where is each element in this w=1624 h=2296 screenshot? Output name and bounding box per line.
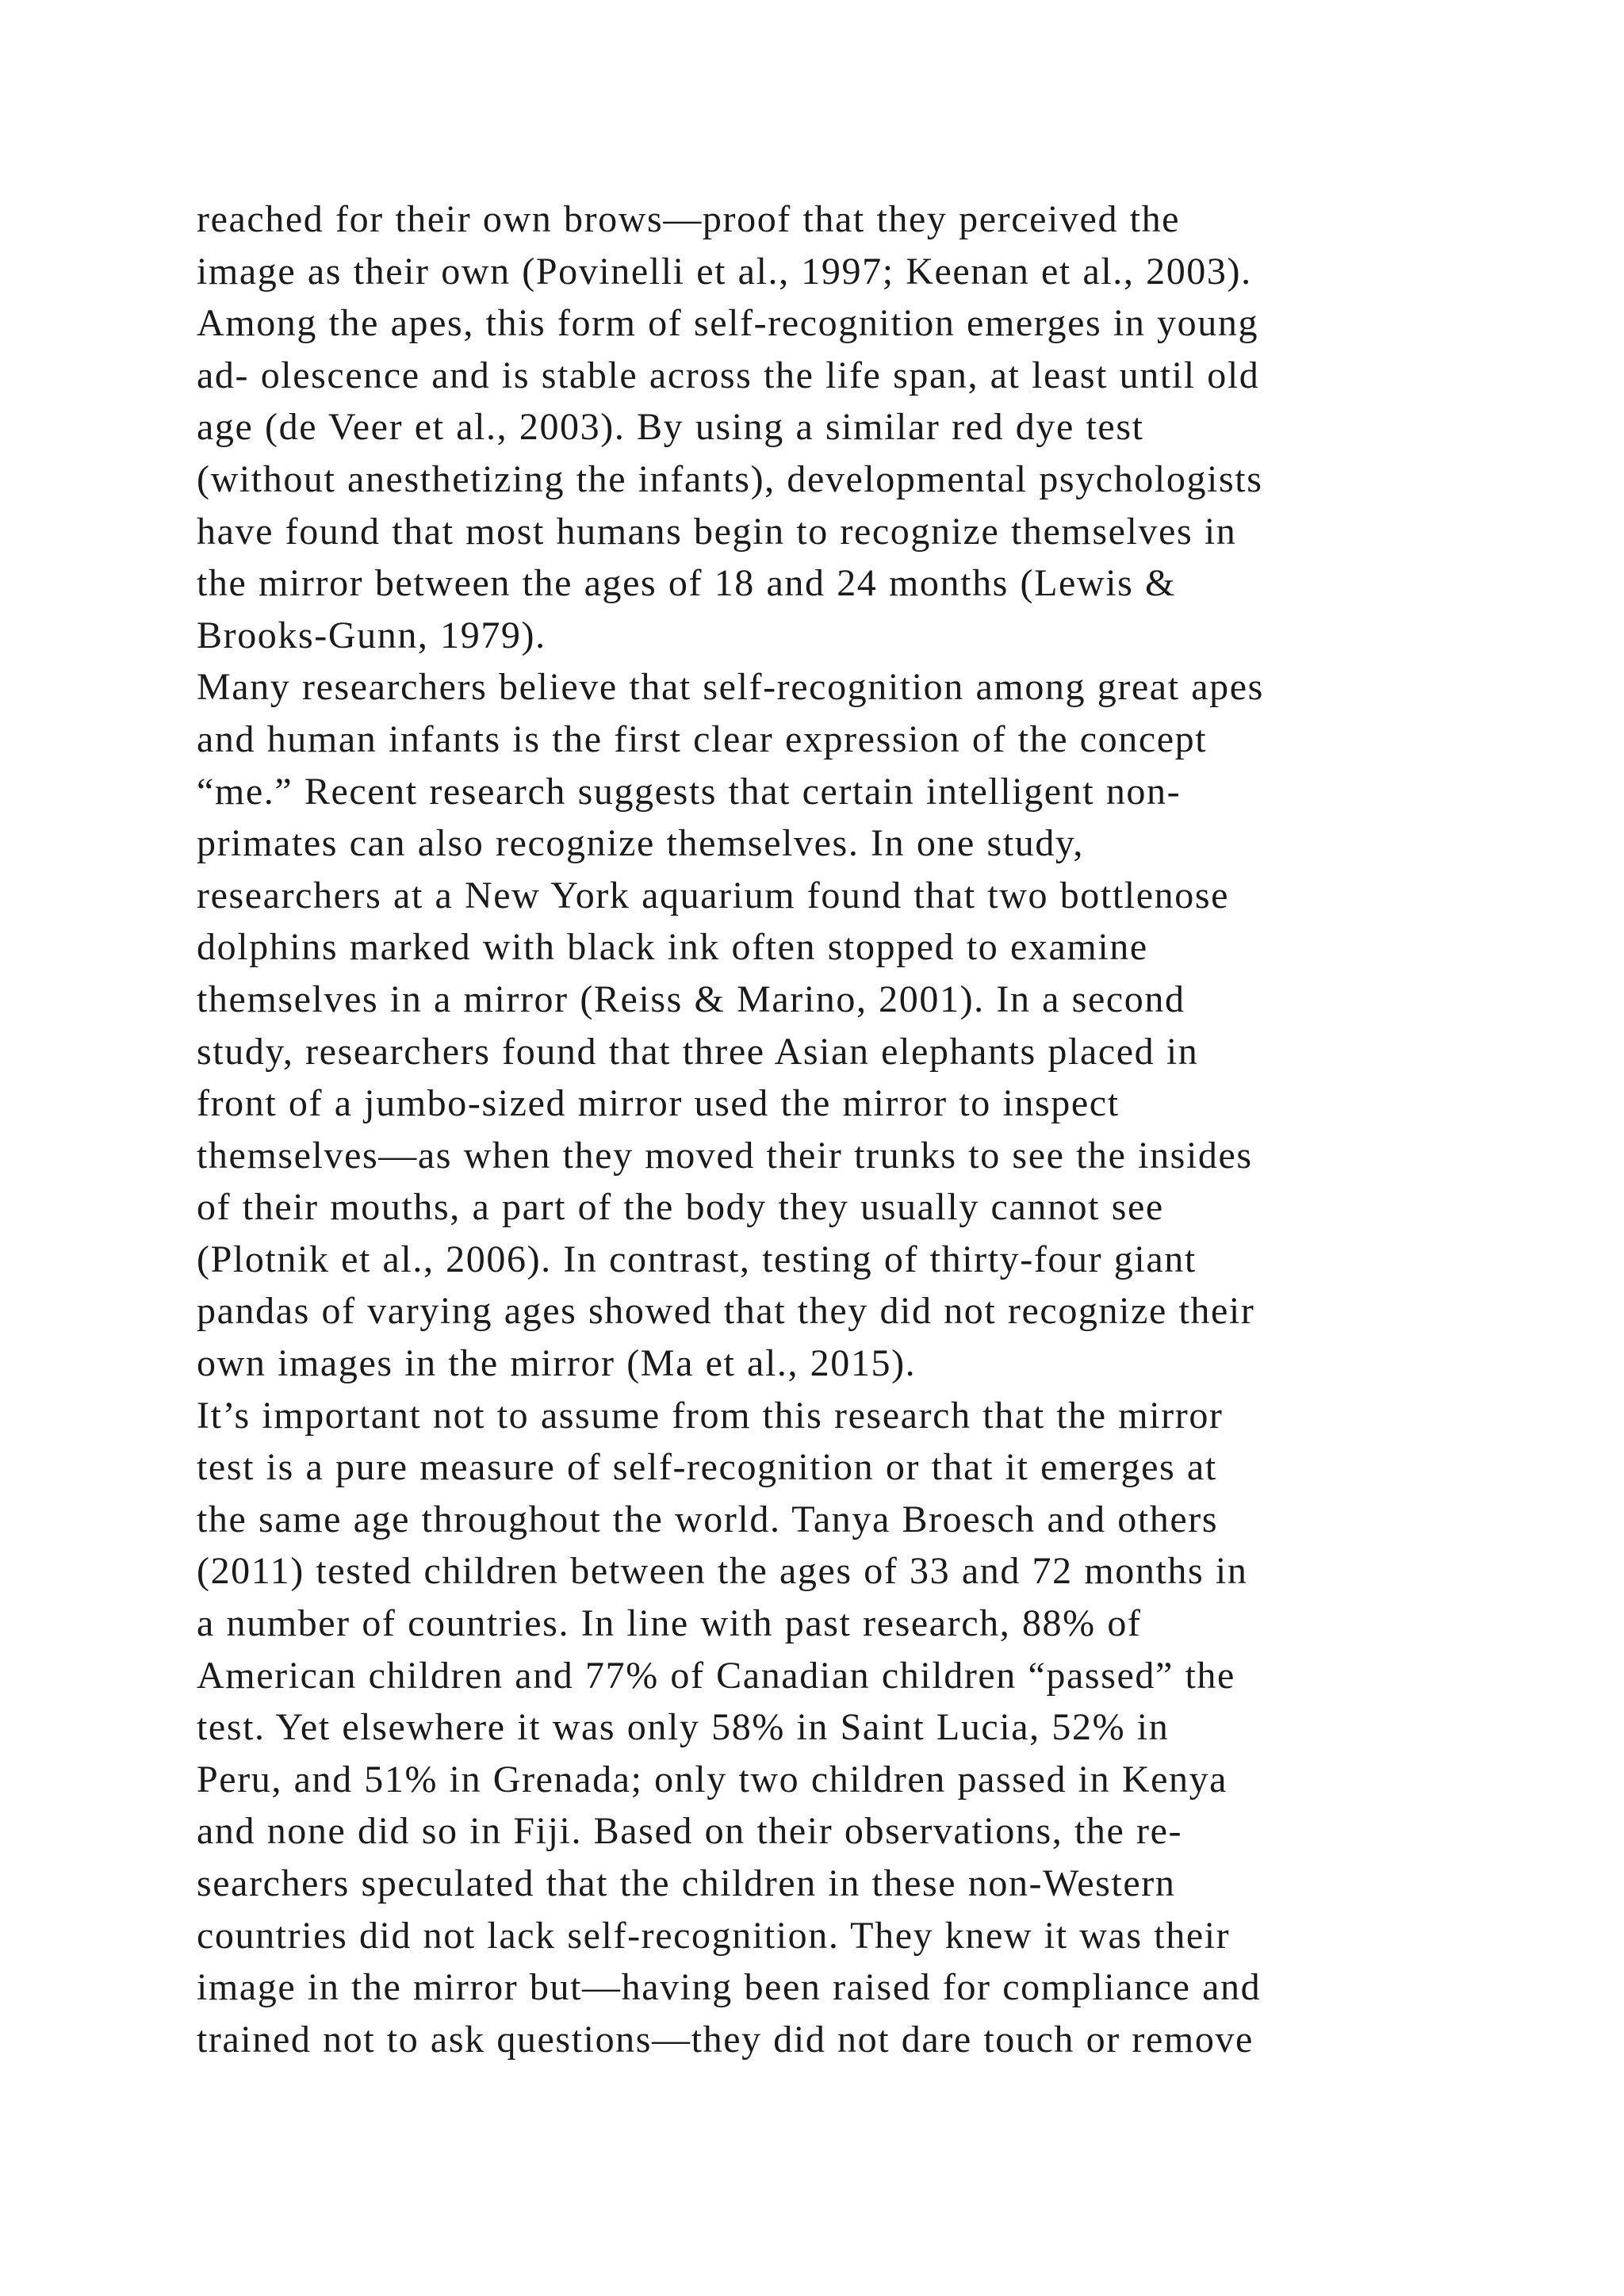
text-line: (without anesthetizing the infants), developmental psychologists — [197, 457, 1263, 500]
text-line: the same age throughout the world. Tanya Broesch and others — [197, 1498, 1219, 1540]
text-line: age (de Veer et al., 2003). By using a similar red dye test — [197, 406, 1144, 449]
text-line: test is a pure measure of self-recognition or that it emerges at — [197, 1446, 1217, 1489]
text-line: pandas of varying ages showed that they did not recognize their — [197, 1290, 1255, 1333]
text-line: themselves in a mirror (Reiss & Marino, 2001). In a second — [197, 978, 1185, 1020]
body-text — [197, 193, 1465, 2065]
text-line: of their mouths, a part of the body they usually cannot see — [197, 1186, 1164, 1229]
text-line: a number of countries. In line with past research, 88% of — [197, 1602, 1142, 1645]
text-line: It’s important not to assume from this research that the mirror — [197, 1394, 1224, 1437]
text-line: reached for their own brows—proof that they perceived the — [197, 198, 1181, 240]
text-line: own images in the mirror (Ma et al., 2015). — [197, 1342, 917, 1385]
text-line: primates can also recognize themselves. In one study, — [197, 822, 1085, 865]
text-line: have found that most humans begin to recognize themselves in — [197, 510, 1237, 553]
text-line: image as their own (Povinelli et al., 1997; Keenan et al., 2003). — [197, 250, 1252, 293]
text-line: “me.” Recent research suggests that certain intelligent non- — [197, 770, 1182, 813]
text-line: (2011) tested children between the ages of 33 and 72 months in — [197, 1550, 1248, 1593]
text-line: Many researchers believe that self-recognition among great apes — [197, 666, 1264, 709]
text-line: ad- olescence and is stable across the life span, at least until old — [197, 354, 1260, 396]
text-line: researchers at a New York aquarium found that two bottlenose — [197, 874, 1229, 916]
text-line: and none did so in Fiji. Based on their observations, the re- — [197, 1810, 1183, 1853]
text-line: Among the apes, this form of self-recognition emerges in young — [197, 302, 1259, 345]
text-line: (Plotnik et al., 2006). In contrast, testing of thirty-four giant — [197, 1238, 1197, 1280]
text-line: searchers speculated that the children in these non-Western — [197, 1862, 1176, 1904]
text-line: themselves—as when they moved their trunks to see the insides — [197, 1134, 1253, 1177]
text-line: study, researchers found that three Asian elephants placed in — [197, 1030, 1199, 1073]
text-line: image in the mirror but—having been raised for compliance and — [197, 1966, 1262, 2009]
text-line: Peru, and 51% in Grenada; only two children passed in Kenya — [197, 1758, 1228, 1800]
text-line: trained not to ask questions—they did not dare touch or remove — [197, 2018, 1254, 2061]
text-line: American children and 77% of Canadian children “passed” the — [197, 1654, 1235, 1697]
text-line: the mirror between the ages of 18 and 24 months (Lewis & — [197, 562, 1176, 605]
text-line: front of a jumbo-sized mirror used the mirror to inspect — [197, 1082, 1120, 1125]
text-line: dolphins marked with black ink often stopped to examine — [197, 926, 1148, 969]
text-line: countries did not lack self-recognition. They knew it was their — [197, 1914, 1231, 1957]
text-line: and human infants is the first clear expression of the concept — [197, 718, 1208, 760]
text-line: Brooks-Gunn, 1979). — [197, 614, 546, 656]
text-line: test. Yet elsewhere it was only 58% in Saint Lucia, 52% in — [197, 1706, 1170, 1749]
